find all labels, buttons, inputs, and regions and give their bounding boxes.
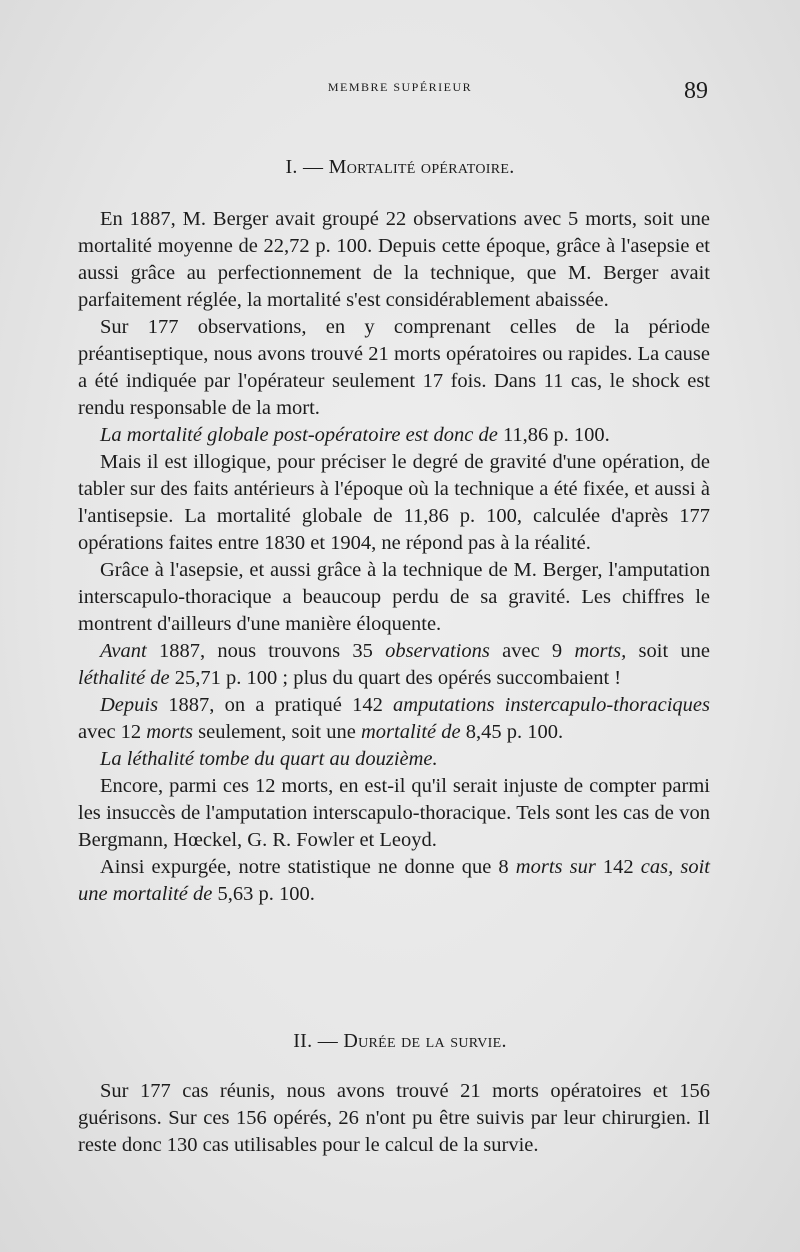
paragraph-3: La mortalité globale post-opératoire est donc de 11,86 p. 100. (100, 424, 610, 446)
paragraph-2: Sur 177 observations, en y comprenant celles de la période préantiseptique, nous avons trouvé 21 morts opératoires ou rapides. La cause a été indiquée par l'opérateur seulement 17 fois. Dans 11 cas, le shock est rendu responsable de la mort. (78, 316, 710, 419)
section-heading-1: Mortalité opératoire. (328, 156, 515, 178)
paragraph-10: Ainsi expurgée, notre statistique ne donne que 8 morts sur 142 cas, soit une mortalité de 5,63 p. 100. (78, 856, 710, 905)
paragraph-6: Avant 1887, nous trouvons 35 observations avec 9 morts, soit une léthalité de 25,71 p. 100 ; plus du quart des opérés succombaient ! (78, 640, 711, 689)
section-number-2: II. — (293, 1030, 339, 1052)
italic-phrase: La mortalité globale post-opératoire est donc de (100, 424, 498, 446)
section-title-2 (0, 1030, 800, 1053)
body-text (78, 206, 710, 908)
paragraph-5: Grâce à l'asepsie, et aussi grâce à la technique de M. Berger, l'amputation interscapulo-thoracique a beaucoup perdu de sa gravité. Les chiffres le montrent d'ailleurs d'une manière éloquente. (78, 559, 710, 635)
paragraph-11: Sur 177 cas réunis, nous avons trouvé 21 morts opératoires et 156 guérisons. Sur ces 156 opérés, 26 n'ont pu être suivis par leur chirurgien. Il reste donc 130 cas utilisables pour le calcul de la survie. (78, 1080, 710, 1156)
paragraph-7: Depuis 1887, on a pratiqué 142 amputations instercapulo-thoraciques avec 12 morts seulement, soit une mortalité de 8,45 p. 100. (78, 694, 710, 743)
section-title-1 (0, 156, 800, 179)
running-head: MEMBRE SUPÉRIEUR (327, 80, 473, 94)
page-number: 89 (684, 78, 708, 104)
section-number-1: I. — (285, 156, 324, 178)
paragraph-9: Encore, parmi ces 12 morts, en est-il qu'il serait injuste de compter parmi les insuccès de l'amputation interscapulo-thoracique. Tels sont les cas de von Bergmann, Hœckel, G. R. Fowler et Leoyd. (78, 775, 710, 851)
section-heading-2: Durée de la survie. (343, 1030, 507, 1052)
body-text-2 (78, 1078, 710, 1159)
paragraph-4: Mais il est illogique, pour préciser le degré de gravité d'une opération, de tabler sur des faits antérieurs à l'époque où la technique a été fixée, et aussi à l'antisepsie. La mortalité globale de 11,86 p. 100, calculée d'après 177 opérations faites entre 1830 et 1904, ne répond pas à la réalité. (78, 451, 710, 554)
paragraph-1: En 1887, M. Berger avait groupé 22 observations avec 5 morts, soit une mortalité moyenne de 22,72 p. 100. Depuis cette époque, grâce à l'asepsie et aussi grâce au perfectionnement de la technique, que M. Berger avait parfaitement réglée, la mortalité s'est considérablement abaissée. (78, 208, 710, 311)
paragraph-8: La léthalité tombe du quart au douzième. (100, 748, 438, 770)
